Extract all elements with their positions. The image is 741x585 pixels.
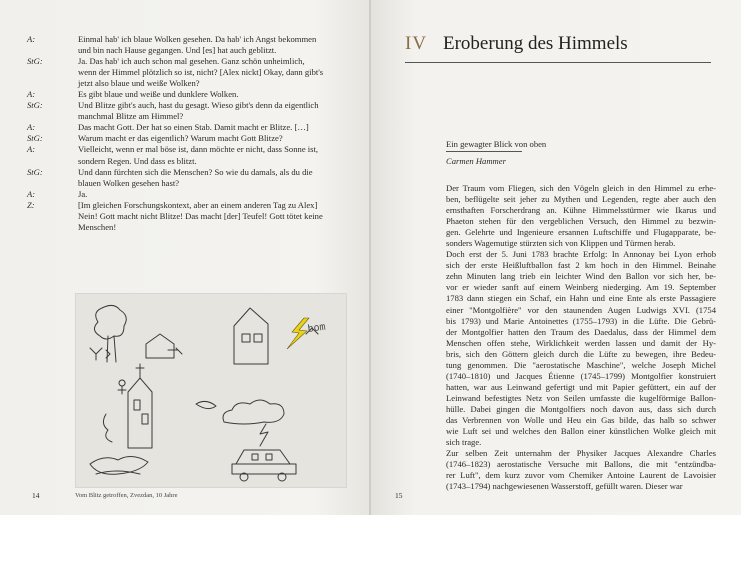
dialogue-text: jetzt also blaue und weiße Wolken?	[78, 78, 200, 89]
speaker-label: Z:	[27, 199, 35, 210]
dialogue-text: sondern Regen. Und dass es blitzt.	[78, 155, 197, 166]
body-line: sich trage.	[446, 437, 482, 448]
dialogue-line	[27, 34, 347, 45]
body-line: bris, sich den Göttern gleich durch die Lüfte zu bewegen, ihre Bedeu-	[446, 348, 716, 359]
lightning-drawing-illustration	[76, 294, 346, 487]
speaker-label: A:	[27, 188, 36, 199]
dialogue-line	[27, 122, 347, 133]
dialogue-line	[27, 144, 347, 155]
section-subheading: Ein gewagter Blick von oben	[446, 139, 547, 149]
body-line: 1783 dann stiegen ein Schaf, ein Hahn und eine Ente als erste Passagiere	[446, 293, 716, 304]
dialogue-line	[27, 222, 347, 233]
dialogue-text: Vielleicht, wenn er mal böse ist, dann möchte er nicht, dass Sonne ist,	[78, 144, 319, 155]
dialogue-text: Und dann fürchten sich die Menschen? So wie du damals, als du die	[78, 166, 313, 177]
speaker-label: A:	[27, 122, 36, 133]
dialogue-line	[27, 89, 347, 100]
dialogue-text: Nein! Gott macht nicht Blitze! Das macht [der] Teufel! Gott tötet keine	[78, 210, 323, 221]
dialogue-line	[27, 167, 347, 178]
dialogue-text: Es gibt blaue und weiße und dunklere Wolken.	[78, 89, 239, 100]
dialogue-line	[27, 178, 347, 189]
speaker-label: StG:	[27, 133, 43, 144]
body-line: ernsthaften Forscherdrang an. Kühne Himmelsstürmer wie Ikarus und	[446, 205, 716, 216]
dialogue-line	[27, 211, 347, 222]
body-line: Menschen offen stehe, Wirklichkeit werden lassen und damit der Hy-	[446, 337, 716, 348]
body-line: zehn Minuten lang trieb ein leichter Wind den Ballon vor sich her, be-	[446, 271, 716, 282]
dialogue-text: Warum macht er das eigentlich? Warum macht Gott Blitze?	[78, 133, 283, 144]
body-line: rer Luft", dem kurz zuvor vom Chemiker Antoine Laurent de Lavoisier	[446, 470, 716, 481]
drawing-scribble-text: bom	[306, 321, 327, 335]
speaker-label: A:	[27, 34, 36, 44]
figure-caption: Vom Blitz getroffen, Zvezdan, 10 Jahre	[75, 492, 178, 499]
body-line: einer "Montgolfière" vor den staunenden Augen Ludwigs XVI. (1754	[446, 304, 716, 315]
body-line: Der Traum vom Fliegen, sich den Vögeln gleich in den Himmel zu erhe-	[446, 183, 716, 193]
dialogue-line	[27, 67, 347, 78]
dialogue-text: und bin nach Hause gegangen. Und [es] hat auch geblitzt.	[78, 45, 277, 56]
body-line: gen. Gelehrte und Ingenieure ersannen Luftschiffe und Flugapparate, be-	[446, 227, 716, 238]
body-line: tung genommen. Die "aerostatische Maschine", welche Joseph Michel	[446, 359, 716, 370]
page-number-right: 15	[395, 491, 403, 500]
dialogue-line	[27, 156, 347, 167]
body-line: wie Luft sei und welches den Ballon einer künstlichen Wolke gleich mit	[446, 426, 716, 437]
dialogue-text: Das macht Gott. Der hat so einen Stab. Damit macht er Blitze. […]	[78, 122, 309, 133]
dialogue-text: wenn der Himmel plötzlich so ist, nicht? [Alex nickt] Okay, dann gibt's	[78, 67, 324, 78]
body-line: das Verbrennen von Wolle und Heu ein Gas bilde, das halb so schwer	[446, 414, 716, 425]
subheading-rule	[446, 151, 522, 152]
body-line: Leinwand befestigtes Netz von Seilen umfasste die kugelförmige Ballon-	[446, 392, 716, 403]
body-line: Phaeton stehen für den vergeblichen Versuch, den Himmel zu bezwin-	[446, 216, 716, 227]
dialogue-text: manchmal Blitze am Himmel?	[78, 111, 184, 122]
body-line: Doch erst der 5. Juni 1783 brachte Erfolg: In Annonay bei Lyon erhob	[446, 249, 716, 260]
speaker-label: StG:	[27, 56, 43, 67]
left-page	[0, 0, 370, 515]
dialogue-line	[27, 56, 347, 67]
body-line: vor er wieder sanft auf einem Weinberg niederging. Am 19. September	[446, 282, 716, 293]
dialogue-line	[27, 100, 347, 111]
body-line: Zur selben Zeit unternahm der Physiker Jacques Alexandre Charles	[446, 448, 716, 459]
child-drawing	[75, 293, 347, 488]
dialogue-line	[27, 189, 347, 200]
dialogue-line	[27, 200, 347, 211]
chapter-number: IV	[405, 33, 428, 54]
dialogue-line	[27, 78, 347, 89]
interview-dialogue	[27, 34, 347, 233]
body-line: sonders Wagemutige stürzten sich von Klippen und Türmen herab.	[446, 238, 676, 249]
body-line: (1743–1794) nachgewiesenen Wasserstoff, gefüllt waren. Dieser war	[446, 481, 683, 492]
body-line: bis 1793) und Marie Antoinettes (1755–1793) in die Lüfte. Die Gebrü-	[446, 315, 716, 326]
dialogue-text: Ja.	[78, 188, 88, 199]
dialogue-text: Menschen!	[78, 221, 117, 232]
body-line: (1740–1810) und Jacques Étienne (1745–1799) Montgolfier konstruiert	[446, 370, 716, 381]
dialogue-text: [Im gleichen Forschungskontext, aber an einem anderen Tag zu Alex]	[78, 199, 318, 210]
dialogue-line	[27, 133, 347, 144]
speaker-label: StG:	[27, 100, 43, 111]
body-line: (1746–1823) aerostatische Versuche mit Ballons, die mit "entzündba-	[446, 459, 716, 470]
page-number-left: 14	[32, 491, 40, 500]
dialogue-line	[27, 111, 347, 122]
speaker-label: A:	[27, 89, 36, 100]
body-text	[446, 183, 716, 492]
dialogue-line	[27, 45, 347, 56]
dialogue-text: blauen Wolken gesehen hast?	[78, 177, 180, 188]
chapter-rule	[405, 62, 711, 63]
body-line: sich der erste Heißluftballon fast 2 km hoch in den Himmel. Beinahe	[446, 260, 716, 271]
chapter-title: Eroberung des Himmels	[443, 33, 628, 54]
speaker-label: A:	[27, 144, 36, 155]
dialogue-text: Und Blitze gibt's auch, hast du gesagt. Wieso gibt's denn da eigentlich	[78, 100, 319, 111]
body-line: ben, beflügelte seit jeher zu Mythen und Legenden, regte aber auch den	[446, 194, 716, 205]
body-line: hülle. Dabei gingen die Montgolfiers noch davon aus, dass sich durch	[446, 403, 716, 414]
dialogue-text: Einmal hab' ich blaue Wolken gesehen. Da hab' ich Angst bekommen	[78, 34, 317, 44]
right-page	[371, 0, 741, 515]
author-name: Carmen Hammer	[446, 156, 506, 166]
dialogue-text: Ja. Das hab' ich auch schon mal gesehen. Ganz schön unheimlich,	[78, 56, 305, 67]
body-line: der Montgolfier hatten den Traum des Daedalus, dass der Himmel dem	[446, 326, 716, 337]
speaker-label: StG:	[27, 166, 43, 177]
body-line: hatten, war aus Leinwand gefertigt und mit Papier gefüttert, ein auf der	[446, 381, 716, 392]
